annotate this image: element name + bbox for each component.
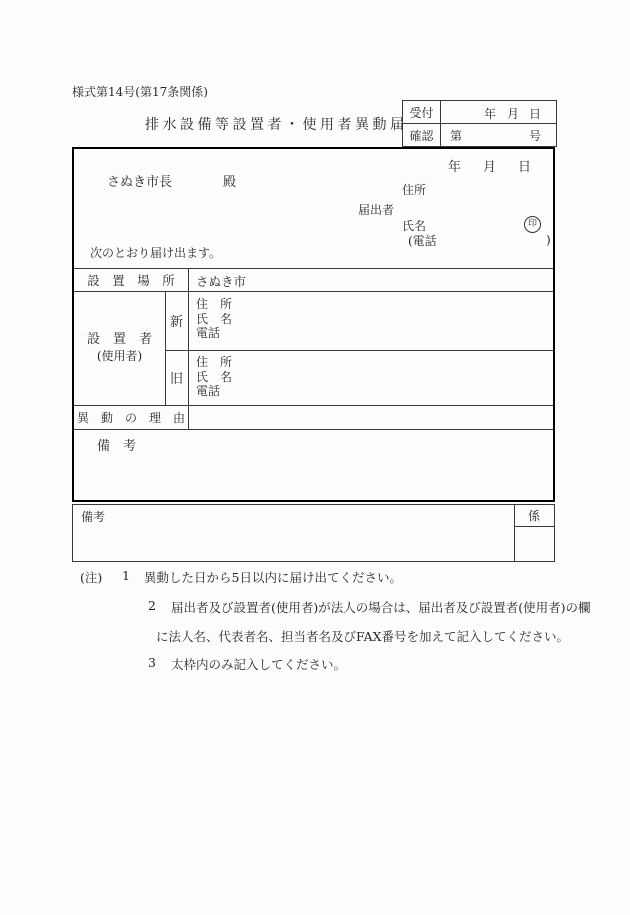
note-line-1 (0, 568, 630, 585)
receipt-label: 受付 (403, 101, 441, 123)
table-line-h3 (165, 350, 553, 351)
note-prefix: (注) (80, 570, 103, 585)
declarant-name-label: 氏名 (402, 219, 427, 233)
declarant-label: 届出者 (358, 203, 395, 217)
receipt-day-label: 日 (529, 107, 542, 121)
reason-label-cell: 異 動 の 理 由 (76, 410, 185, 425)
phone-label-open: (電話 (408, 234, 437, 248)
table-line-v1 (188, 268, 189, 429)
date-month-label: 月 (483, 160, 497, 175)
intro-sentence: 次のとおり届け出ます。 (90, 246, 222, 260)
new-address-field-label: 住 所 (196, 297, 233, 311)
table-line-h5 (74, 429, 553, 430)
staff-label-cell: 係 (527, 509, 540, 523)
form-number: 様式第14号(第17条関係) (72, 85, 208, 99)
new-phone-field-label: 電話 (196, 326, 221, 340)
declarant-address-label: 住所 (402, 183, 427, 197)
note-line-3 (0, 655, 630, 672)
old-label-cell: 旧 (169, 372, 183, 387)
old-phone-field-label: 電話 (196, 384, 221, 398)
old-fields-cell (196, 355, 232, 399)
installer-label: 設 置 者 (86, 332, 152, 347)
page-title: 排水設備等設置者・使用者異動届 (145, 117, 408, 133)
office-use-box (72, 504, 555, 562)
receipt-year-label: 年 (484, 107, 497, 121)
confirm-number-suffix: 号 (529, 129, 542, 143)
reception-receipt-row (403, 101, 556, 124)
addressee-honorific: 殿 (223, 175, 237, 190)
phone-label-close: ) (546, 233, 551, 247)
reason-value-cell (189, 406, 552, 428)
date-day-label: 日 (518, 160, 532, 175)
main-form-box (72, 147, 555, 502)
office-remarks-label: 備考 (81, 510, 106, 524)
old-address-field-label: 住 所 (196, 355, 233, 369)
location-value: さぬき市 (196, 274, 247, 289)
confirm-label: 確認 (403, 124, 441, 147)
note-2-text: 届出者及び設置者(使用者)が法人の場合は、届出者及び設置者(使用者)の欄 (171, 600, 591, 615)
note-1-number: 1 (122, 568, 130, 583)
reception-confirm-row (403, 124, 556, 147)
remarks-label: 備 考 (97, 439, 137, 454)
remarks-area (74, 452, 553, 499)
note-line-2 (0, 598, 630, 615)
new-fields-cell (196, 297, 232, 341)
receipt-month-label: 月 (507, 107, 520, 121)
old-name-field-label: 氏 名 (196, 369, 233, 384)
installer-label-cell (74, 291, 165, 405)
note-2-number: 2 (148, 598, 156, 613)
new-name-field-label: 氏 名 (196, 311, 233, 326)
new-label-cell: 新 (169, 315, 183, 330)
location-label-cell: 設 置 場 所 (87, 273, 175, 288)
note-line-2-continuation (0, 627, 630, 644)
staff-value-cell (514, 527, 554, 561)
installer-sublabel: (使用者) (96, 349, 143, 363)
note-2-text-continuation: に法人名、代表者名、担当者名及びFAX番号を加えて記入してください。 (156, 629, 570, 644)
seal-mark: 印 (524, 216, 541, 233)
note-3-text: 太枠内のみ記入してください。 (171, 657, 347, 672)
note-1-text: 異動した日から5日以内に届け出てください。 (144, 570, 402, 585)
addressee: さぬき市長 (107, 175, 173, 190)
confirm-number-prefix: 第 (450, 129, 463, 143)
reception-stamp-box (402, 100, 557, 147)
note-3-number: 3 (148, 655, 156, 670)
date-year-label: 年 (448, 160, 462, 175)
